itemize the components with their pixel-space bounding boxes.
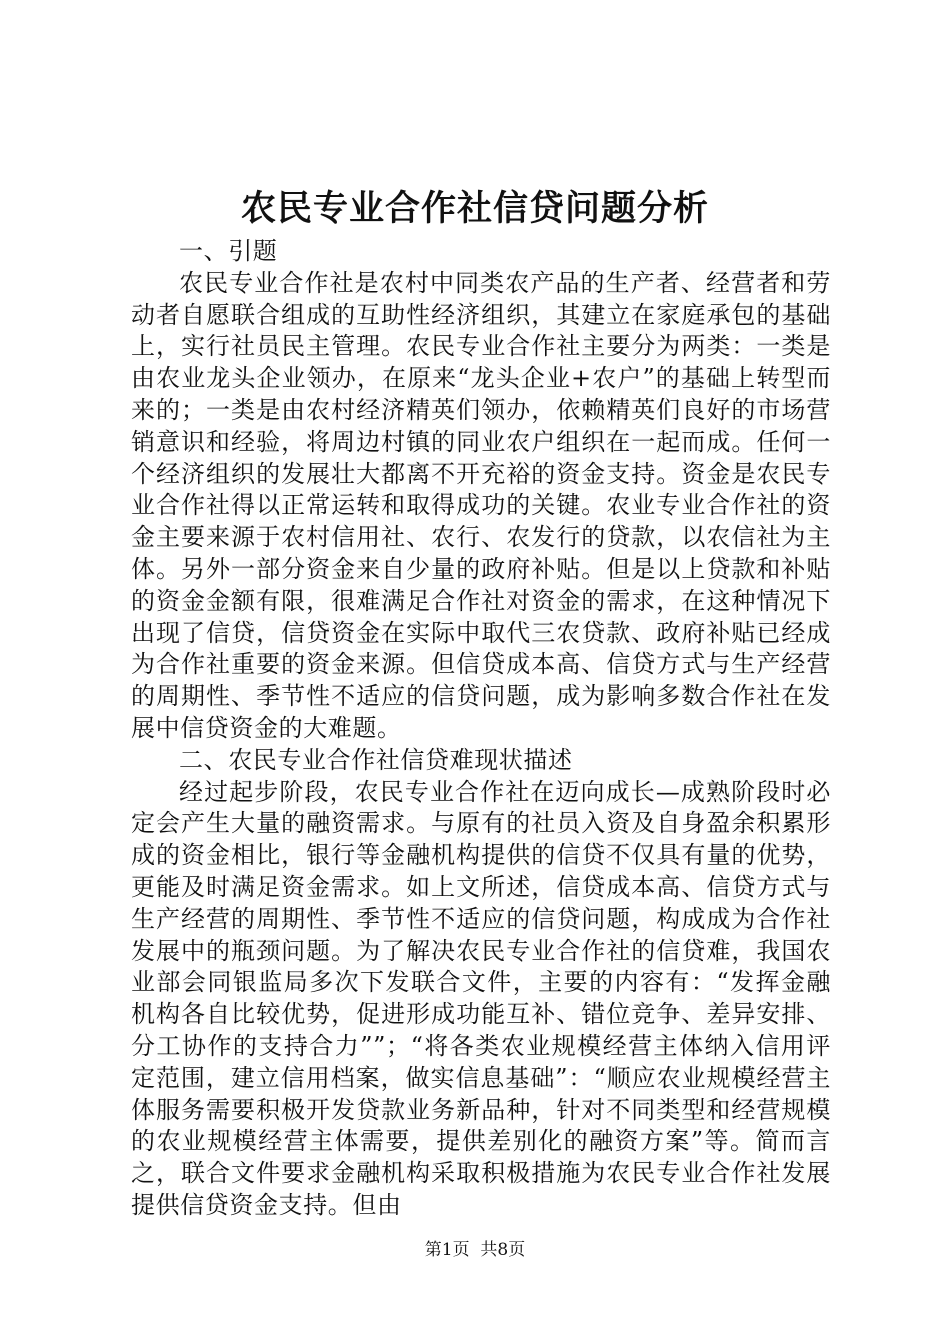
section-heading-intro: 一、引题: [179, 237, 278, 265]
document-title: 农民专业合作社信贷问题分析: [240, 188, 709, 229]
section-heading-status: 二、农民专业合作社信贷难现状描述: [179, 745, 573, 774]
page-total: 共8页: [480, 1240, 526, 1260]
body-paragraph: 农民专业合作社是农村中同类农产品的生产者、经营者和劳动者自愿联合组成的互助性经济组织，其建立在家庭承包的基础上，实行社员民主管理。农民专业合作社主要分为两类：一类是由农业龙头企业领办，在原来“龙头企业+农户”的基础上转型而来的；一类是由农村经济精英们领办，依赖精英们良好的市场营销意识和经验，将周边村镇的同业农户组织在一起而成。任何一个经济组织的发展壮大都离不开充裕的资金支持。资金是农民专业合作社得以正常运转和取得成功的关键。农业专业合作社的资金主要来源于农村信用社、农行、农发行的贷款，以农信社为主体。另外一部分资金来自少量的政府补贴。但是以上贷款和补贴的资金金额有限，很难满足合作社对资金的需求，在这种情况下出现了信贷，信贷资金在实际中取代三农贷款、政府补贴已经成为合作社重要的资金来源。但信贷成本高、信贷方式与生产经营的周期性、季节性不适应的信贷问题，成为影响多数合作社在发展中信贷资金的大难题。: [131, 268, 831, 742]
document-body: [131, 236, 831, 1222]
body-paragraph: 经过起步阶段，农民专业合作社在迈向成长—成熟阶段时必定会产生大量的融资需求。与原有的社员入资及自身盈余积累形成的资金相比，银行等金融机构提供的信贷不仅具有量的优势，更能及时满足资金需求。如上文所述，信贷成本高、信贷方式与生产经营的周期性、季节性不适应的信贷问题，构成成为合作社发展中的瓶颈问题。为了解决农民专业合作社的信贷难，我国农业部会同银监局多次下发联合文件，主要的内容有：“发挥金融机构各自比较优势，促进形成功能互补、错位竞争、差异安排、分工协作的支持合力””；“将各类农业规模经营主体纳入信用评定范围，建立信用档案，做实信息基础”：“顺应农业规模经营主体服务需要积极开发贷款业务新品种，针对不同类型和经营规模的农业规模经营主体需要，提供差别化的融资方案”等。简而言之，联合文件要求金融机构采取积极措施为农民专业合作社发展提供信贷资金支持。但由: [131, 777, 831, 1219]
page-number: 第1页: [424, 1240, 470, 1260]
page-footer: [0, 1238, 950, 1262]
